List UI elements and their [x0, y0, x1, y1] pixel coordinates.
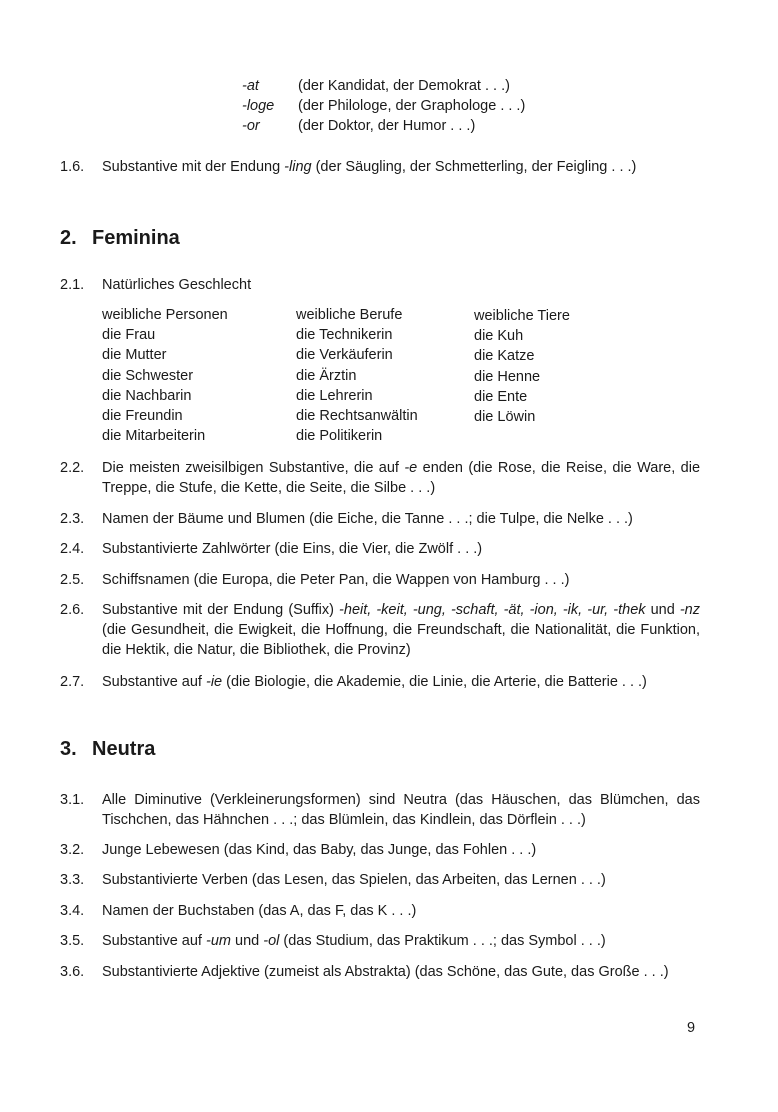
list-item-2-7 [60, 672, 700, 692]
item-text: Junge Lebewesen (das Kind, das Baby, das Junge, das Fohlen . . .) [102, 842, 537, 858]
list-item: die Nachbarin [102, 387, 192, 404]
list-item: die Ärztin [296, 367, 357, 384]
list-item-2-4 [60, 539, 700, 559]
list-item-3-1 [60, 790, 700, 830]
list-item-3-4 [60, 901, 700, 921]
column-header: weibliche Tiere [474, 308, 570, 324]
item-number: 2.4. [60, 541, 85, 557]
list-item-3-6 [60, 962, 700, 982]
item-number: 3.1. [60, 792, 85, 808]
list-item-2-3 [60, 509, 700, 529]
list-item: die Mitarbeiterin [102, 428, 206, 445]
page-number: 9 [687, 1020, 696, 1036]
item-text: Alle Diminutive (Verkleinerungsformen) sind Neutra (das Häuschen, das Blümchen, das Tischchen, das Hähnchen . . .; das Blümlein, das Kindlein, das Dörflein . . .) [102, 792, 700, 828]
suffix: -loge [242, 98, 275, 114]
item-number: 2.1. [60, 277, 85, 293]
item-text: Substantivierte Verben (das Lesen, das Spielen, das Arbeiten, das Lernen . . .) [102, 872, 606, 888]
item-number: 2.6. [60, 602, 85, 618]
item-number: 2.2. [60, 460, 85, 476]
item-number: 2.5. [60, 572, 85, 588]
list-item: die Ente [474, 388, 528, 405]
list-item: die Politikerin [296, 428, 383, 445]
list-item: die Schwester [102, 367, 194, 384]
list-item-1-6 [60, 157, 700, 177]
column-weibliche-personen [102, 305, 228, 446]
item-number: 3.6. [60, 964, 85, 980]
suffix-examples: (der Kandidat, der Demokrat . . .) [298, 78, 510, 94]
item-number: 2.7. [60, 674, 85, 690]
item-text: Substantive auf -ie (die Biologie, die Akademie, die Linie, die Arterie, die Batterie . . .) [102, 674, 647, 690]
item-text: Substantive mit der Endung (Suffix) -heit, -keit, -ung, -schaft, -ät, -ion, -ik, -ur, -thek und -nz (die Gesundheit, die Ewigkeit, die Hoffnung, die Freundschaft, die Nationalität, die Funktion, die Hektik, die Natur, die Bibliothek, die Provinz) [102, 602, 700, 658]
item-text: Substantivierte Adjektive (zumeist als Abstrakta) (das Schöne, das Gute, das Große . . .) [102, 964, 669, 980]
list-item: die Kuh [474, 328, 524, 345]
list-item: die Katze [474, 348, 535, 365]
list-item: die Technikerin [296, 327, 393, 344]
list-item: die Frau [102, 327, 156, 344]
suffix-row [242, 76, 510, 96]
list-item-2-5 [60, 570, 700, 590]
list-item-3-5 [60, 931, 700, 951]
list-item-3-2 [60, 840, 700, 860]
section-heading-feminina: 2. Feminina [60, 227, 180, 249]
list-item: die Henne [474, 368, 541, 385]
item-number: 3.4. [60, 903, 85, 919]
column-header: weibliche Berufe [296, 307, 403, 323]
column-weibliche-tiere [474, 306, 570, 427]
suffix-examples: (der Doktor, der Humor . . .) [298, 118, 476, 134]
list-item: die Löwin [474, 409, 536, 426]
suffix-examples: (der Philologe, der Graphologe . . .) [298, 98, 526, 114]
item-number: 2.3. [60, 511, 85, 527]
list-item-3-3 [60, 870, 700, 890]
column-header: weibliche Personen [102, 307, 228, 323]
list-item: die Verkäuferin [296, 347, 393, 364]
list-item: die Mutter [102, 347, 167, 364]
list-item: die Freundin [102, 408, 183, 425]
suffix-row [242, 96, 525, 116]
suffix-row [242, 116, 475, 136]
column-weibliche-berufe [296, 305, 418, 446]
suffix: -at [242, 78, 259, 94]
item-text: Namen der Bäume und Blumen (die Eiche, die Tanne . . .; die Tulpe, die Nelke . . .) [102, 511, 633, 527]
section-heading-neutra: 3. Neutra [60, 738, 156, 760]
list-item-2-6 [60, 600, 700, 660]
item-number: 3.3. [60, 872, 85, 888]
item-text: Natürliches Geschlecht [102, 277, 252, 293]
list-item-2-1 [60, 275, 700, 295]
list-item: die Lehrerin [296, 387, 373, 404]
item-text: Namen der Buchstaben (das A, das F, das K . . .) [102, 903, 417, 919]
item-text: Substantive auf -um und -ol (das Studium, das Praktikum . . .; das Symbol . . .) [102, 933, 606, 949]
item-number: 3.5. [60, 933, 85, 949]
item-number: 1.6. [60, 159, 85, 175]
list-item: die Rechtsanwältin [296, 408, 418, 425]
item-text: Substantive mit der Endung -ling (der Säugling, der Schmetterling, der Feigling . . .) [102, 159, 637, 175]
item-text: Schiffsnamen (die Europa, die Peter Pan, die Wappen von Hamburg . . .) [102, 572, 570, 588]
list-item-2-2 [60, 458, 700, 498]
item-number: 3.2. [60, 842, 85, 858]
suffix: -or [242, 118, 260, 134]
item-text: Die meisten zweisilbigen Substantive, die auf -e enden (die Rose, die Reise, die Ware, die Treppe, die Stufe, die Kette, die Seite, die Silbe . . .) [102, 460, 701, 496]
item-text: Substantivierte Zahlwörter (die Eins, die Vier, die Zwölf . . .) [102, 541, 483, 557]
